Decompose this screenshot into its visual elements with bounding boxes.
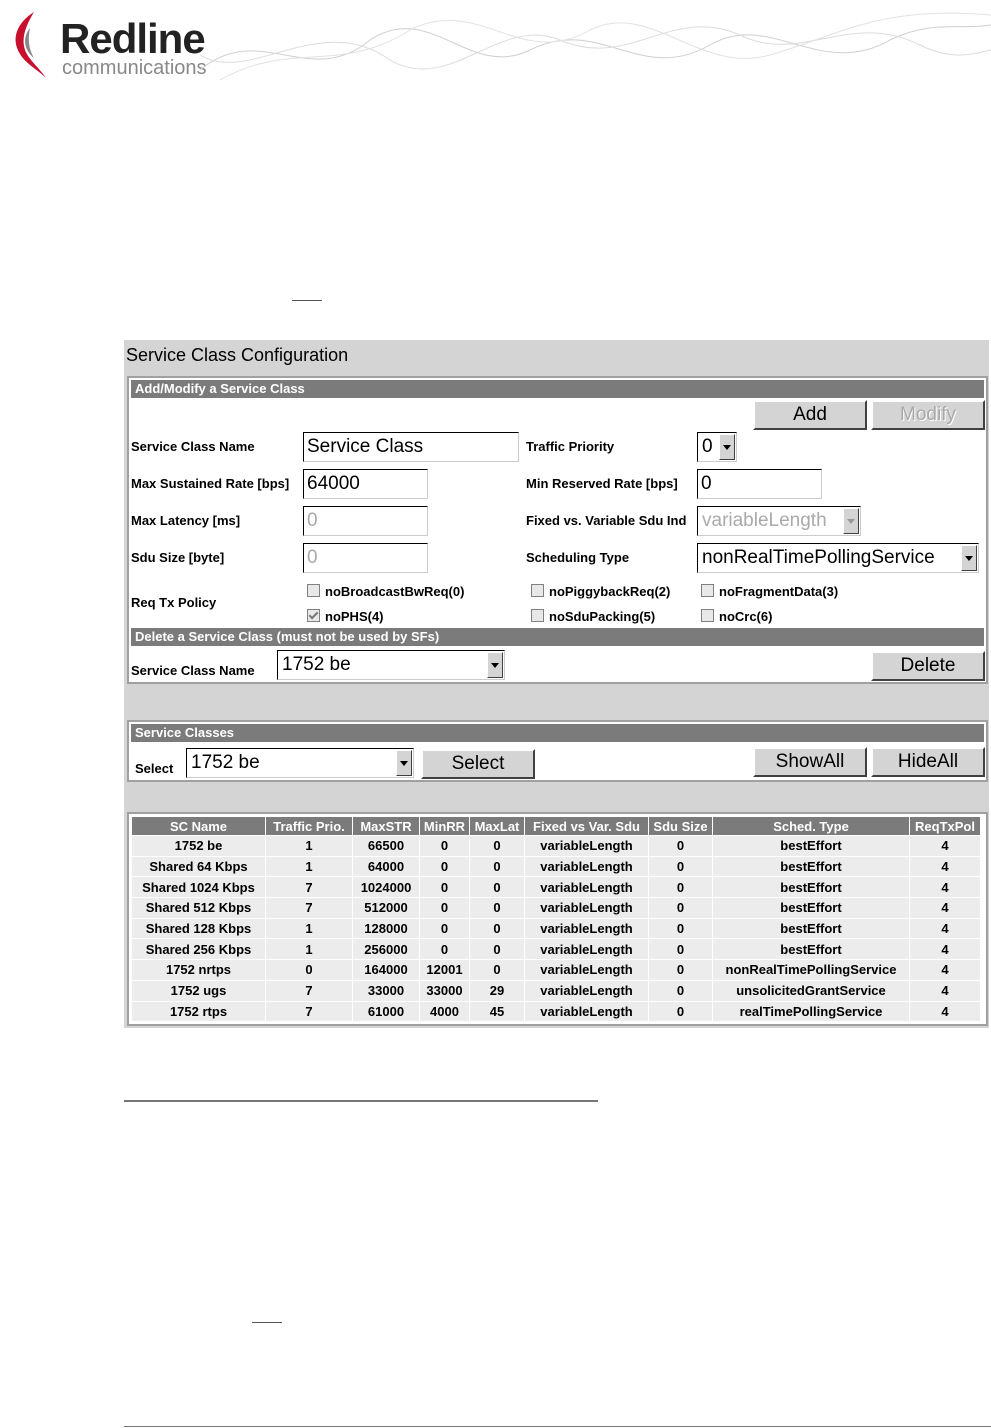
table-cell: 4	[910, 877, 980, 897]
table-cell: bestEffort	[713, 919, 909, 939]
service-classes-header: Service Classes	[131, 724, 984, 742]
column-header[interactable]: Sched. Type	[713, 817, 909, 835]
table-cell: 1	[266, 919, 352, 939]
checkbox-label: noFragmentData(3)	[719, 584, 839, 599]
footer-rule	[124, 1426, 991, 1427]
service-class-name-label: Service Class Name	[131, 439, 255, 454]
service-class-name-input[interactable]	[303, 432, 519, 462]
table-cell: 4000	[420, 1002, 469, 1022]
table-cell: 0	[649, 898, 712, 918]
table-cell: 1	[266, 836, 352, 856]
max-sustained-rate-input[interactable]	[303, 469, 428, 499]
brand-tagline: communications	[62, 57, 207, 79]
add-modify-header: Add/Modify a Service Class	[131, 380, 984, 398]
table-cell: 0	[470, 939, 524, 959]
table-cell: 4	[910, 960, 980, 980]
checkbox-box-checked[interactable]	[307, 609, 320, 622]
checkbox-nosdupacking[interactable]	[531, 609, 655, 625]
modify-button[interactable]: Modify	[871, 400, 985, 430]
scheduling-type-value: nonRealTimePollingService	[702, 547, 935, 568]
table-cell: 256000	[353, 939, 419, 959]
column-header[interactable]: MaxSTR	[353, 817, 419, 835]
delete-service-class-value: 1752 be	[282, 654, 351, 675]
table-cell: variableLength	[525, 939, 648, 959]
max-latency-label: Max Latency [ms]	[131, 513, 241, 528]
chevron-down-icon[interactable]	[487, 652, 503, 678]
max-sustained-rate-label: Max Sustained Rate [bps]	[131, 476, 290, 491]
table-cell: variableLength	[525, 960, 648, 980]
table-cell: 0	[649, 836, 712, 856]
delete-button[interactable]: Delete	[871, 651, 985, 681]
checkbox-label: noBroadcastBwReq(0)	[325, 584, 465, 599]
table-cell: 0	[649, 919, 712, 939]
checkbox-box[interactable]	[701, 584, 714, 597]
header-waves-decoration	[200, 0, 991, 95]
table-cell: 0	[420, 877, 469, 897]
table-cell: 0	[470, 857, 524, 877]
table-header-row	[132, 817, 980, 835]
table-cell: variableLength	[525, 836, 648, 856]
checkbox-box[interactable]	[531, 584, 544, 597]
table-cell: 0	[420, 939, 469, 959]
table-cell: bestEffort	[713, 939, 909, 959]
table-cell: bestEffort	[713, 898, 909, 918]
chevron-down-icon[interactable]	[961, 545, 977, 571]
table-cell: 4	[910, 857, 980, 877]
table-cell: 7	[266, 898, 352, 918]
table-cell: 29	[470, 981, 524, 1001]
table-cell: 1	[266, 857, 352, 877]
table-cell: variableLength	[525, 877, 648, 897]
table-row[interactable]	[132, 857, 980, 877]
text-underline-mark	[292, 300, 322, 301]
sdu-size-label: Sdu Size [byte]	[131, 550, 225, 565]
table-row[interactable]	[132, 960, 980, 980]
traffic-priority-select[interactable]	[697, 432, 737, 462]
max-latency-input[interactable]	[303, 506, 428, 536]
column-header[interactable]: MinRR	[420, 817, 469, 835]
table-row[interactable]	[132, 919, 980, 939]
table-cell: 12001	[420, 960, 469, 980]
checkbox-box[interactable]	[307, 584, 320, 597]
service-class-config-panel	[124, 340, 989, 1028]
sdu-ind-value: variableLength	[702, 510, 827, 531]
table-row[interactable]	[132, 981, 980, 1001]
table-cell: variableLength	[525, 857, 648, 877]
table-cell: 1	[266, 939, 352, 959]
table-cell: 1752 nrtps	[132, 960, 265, 980]
table-cell: 1752 rtps	[132, 1002, 265, 1022]
table-cell: 0	[420, 898, 469, 918]
table-cell: 4	[910, 898, 980, 918]
table-cell: variableLength	[525, 898, 648, 918]
add-button[interactable]: Add	[753, 400, 867, 430]
table-cell: 0	[649, 1002, 712, 1022]
checkbox-label: noCrc(6)	[719, 609, 773, 624]
hide-all-button[interactable]: HideAll	[871, 747, 985, 777]
sdu-ind-select[interactable]	[697, 506, 861, 536]
table-row[interactable]	[132, 836, 980, 856]
table-cell: Shared 512 Kbps	[132, 898, 265, 918]
table-cell: 33000	[420, 981, 469, 1001]
table-cell: 0	[649, 939, 712, 959]
table-cell: realTimePollingService	[713, 1002, 909, 1022]
table-cell: bestEffort	[713, 836, 909, 856]
scheduling-type-label: Scheduling Type	[526, 550, 630, 565]
table-cell: 0	[649, 960, 712, 980]
req-tx-policy-label: Req Tx Policy	[131, 595, 217, 610]
scheduling-type-select[interactable]	[697, 543, 979, 573]
checkbox-nobroadcastbwreq[interactable]	[307, 584, 464, 600]
checkbox-nophs[interactable]	[307, 609, 384, 625]
table-cell: 0	[649, 877, 712, 897]
table-cell: 128000	[353, 919, 419, 939]
column-header[interactable]: ReqTxPol	[910, 817, 980, 835]
table-cell: 164000	[353, 960, 419, 980]
table-row[interactable]	[132, 939, 980, 959]
table-cell: bestEffort	[713, 877, 909, 897]
table-cell: variableLength	[525, 1002, 648, 1022]
table-cell: 4	[910, 836, 980, 856]
table-cell: 0	[649, 857, 712, 877]
checkbox-label: noSduPacking(5)	[549, 609, 656, 624]
checkbox-nocrc[interactable]	[701, 609, 772, 625]
table-cell: 0	[470, 919, 524, 939]
table-cell: Shared 256 Kbps	[132, 939, 265, 959]
column-header[interactable]: SC Name	[132, 817, 265, 835]
min-reserved-rate-input[interactable]	[697, 469, 822, 499]
column-header[interactable]: Fixed vs Var. Sdu	[525, 817, 648, 835]
show-all-button[interactable]: ShowAll	[753, 747, 867, 777]
service-classes-select-value: 1752 be	[191, 752, 260, 773]
table-cell: 1024000	[353, 877, 419, 897]
table-cell: 4	[910, 919, 980, 939]
table-cell: nonRealTimePollingService	[713, 960, 909, 980]
panel-title: Service Class Configuration	[126, 345, 349, 365]
table-cell: 7	[266, 1002, 352, 1022]
column-header[interactable]: Traffic Prio.	[266, 817, 352, 835]
table-cell: bestEffort	[713, 857, 909, 877]
table-cell: 4	[910, 981, 980, 1001]
chevron-down-icon[interactable]	[719, 434, 735, 460]
table-cell: 61000	[353, 1002, 419, 1022]
select-button[interactable]: Select	[421, 749, 535, 779]
table-body	[132, 836, 980, 1021]
table-cell: 1752 ugs	[132, 981, 265, 1001]
table-cell: 0	[649, 981, 712, 1001]
table-row[interactable]	[132, 898, 980, 918]
service-classes-table-wrap	[127, 812, 988, 1026]
table-cell: 0	[470, 898, 524, 918]
table-cell: 1752 be	[132, 836, 265, 856]
chevron-down-icon[interactable]	[843, 508, 859, 534]
table-cell: Shared 128 Kbps	[132, 919, 265, 939]
table-cell: 512000	[353, 898, 419, 918]
table-cell: 0	[470, 836, 524, 856]
table-cell: 0	[470, 960, 524, 980]
table-cell: 4	[910, 939, 980, 959]
table-row[interactable]	[132, 1002, 980, 1022]
table-cell: 7	[266, 877, 352, 897]
table-cell: 33000	[353, 981, 419, 1001]
checkbox-label: noPiggybackReq(2)	[549, 584, 671, 599]
sdu-size-input[interactable]	[303, 543, 428, 573]
column-header[interactable]: Sdu Size	[649, 817, 712, 835]
table-cell: 0	[420, 857, 469, 877]
table-cell: 66500	[353, 836, 419, 856]
traffic-priority-value: 0	[702, 436, 713, 457]
checkbox-nofragmentdata[interactable]	[701, 584, 838, 600]
table-cell: Shared 1024 Kbps	[132, 877, 265, 897]
table-cell: Shared 64 Kbps	[132, 857, 265, 877]
redline-logo-mark-icon	[8, 8, 58, 83]
table-cell: 4	[910, 1002, 980, 1022]
delete-header: Delete a Service Class (must not be used by SFs)	[131, 628, 984, 646]
checkbox-box[interactable]	[701, 609, 714, 622]
service-classes-select[interactable]	[186, 748, 414, 778]
table-cell: unsolicitedGrantService	[713, 981, 909, 1001]
chevron-down-icon[interactable]	[396, 750, 412, 776]
table-cell: 7	[266, 981, 352, 1001]
column-header[interactable]: MaxLat	[470, 817, 524, 835]
table-cell: 64000	[353, 857, 419, 877]
table-cell: 0	[266, 960, 352, 980]
delete-service-class-select[interactable]	[277, 650, 505, 680]
add-modify-section	[127, 376, 988, 684]
section-rule	[124, 1100, 598, 1102]
checkbox-label: noPHS(4)	[325, 609, 384, 624]
table-cell: 45	[470, 1002, 524, 1022]
table-cell: 0	[420, 836, 469, 856]
table-cell: 0	[420, 919, 469, 939]
service-classes-table	[131, 816, 981, 1022]
traffic-priority-label: Traffic Priority	[526, 439, 615, 454]
table-row[interactable]	[132, 877, 980, 897]
table-cell: variableLength	[525, 981, 648, 1001]
service-classes-section	[127, 720, 988, 782]
text-underline-mark	[252, 1322, 282, 1323]
checkbox-nopiggybackreq[interactable]	[531, 584, 670, 600]
brand-name: Redline	[60, 15, 205, 62]
table-cell: 0	[470, 877, 524, 897]
sdu-ind-label: Fixed vs. Variable Sdu Ind	[526, 513, 687, 528]
checkbox-box[interactable]	[531, 609, 544, 622]
min-reserved-rate-label: Min Reserved Rate [bps]	[526, 476, 678, 491]
table-cell: variableLength	[525, 919, 648, 939]
delete-service-class-name-label: Service Class Name	[131, 663, 255, 678]
service-classes-select-label: Select	[135, 761, 174, 776]
